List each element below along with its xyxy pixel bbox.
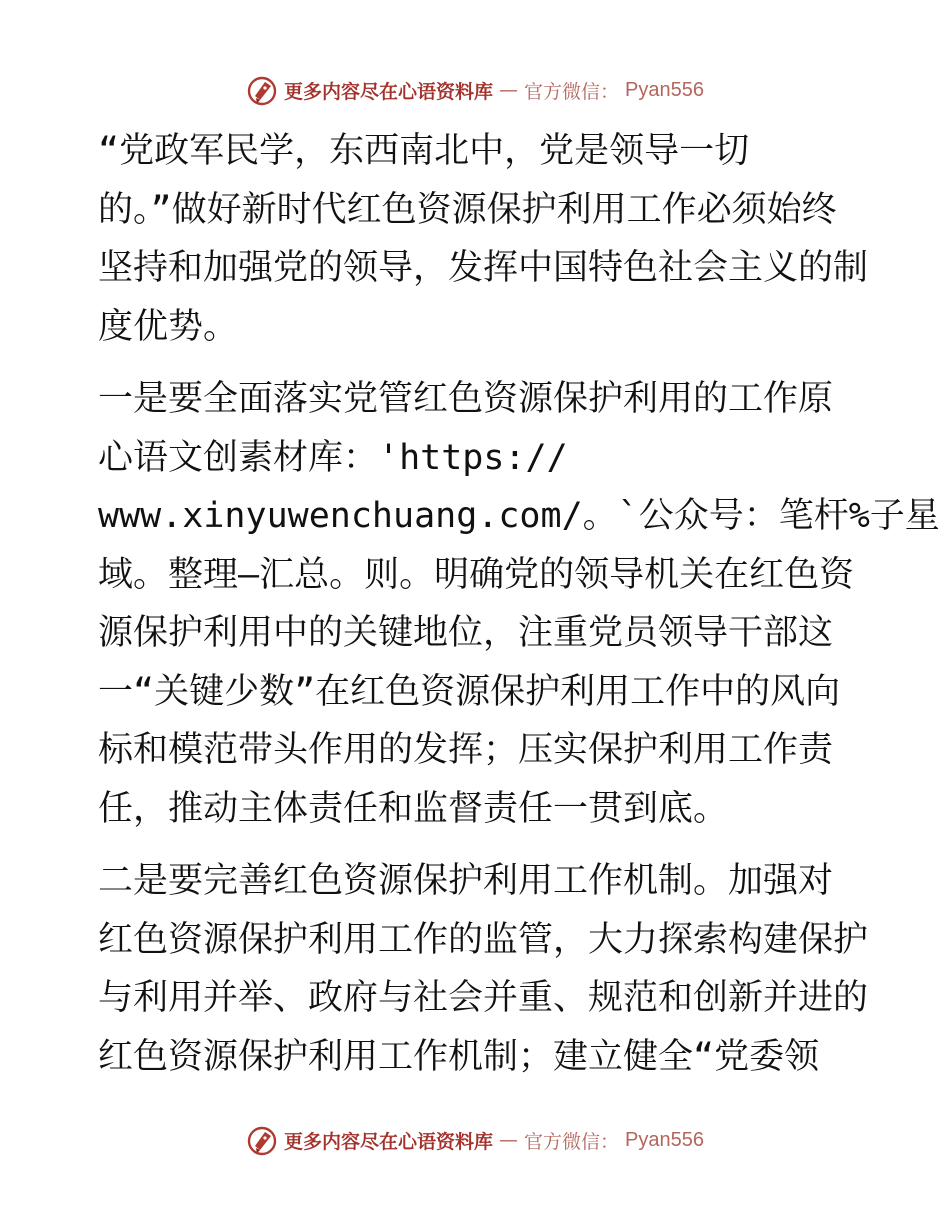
text-line: 红色资源保护利用工作机制；建立健全“党委领 [98, 1036, 820, 1077]
text-line: 二是要完善红色资源保护利用工作机制。加强对 [98, 861, 834, 901]
text-line: 的。”做好新时代红色资源保护利用工作必须始终 [98, 189, 837, 230]
header-separator: — [499, 79, 519, 101]
text-line: 一是要全面落实党管红色资源保护利用的工作原 [98, 379, 834, 419]
header-brand-text: 更多内容尽在心语资料库 [284, 80, 494, 103]
pen-nib-logo-icon [246, 74, 278, 106]
document-body [98, 122, 940, 1086]
footer-brand-text: 更多内容尽在心语资料库 [284, 1130, 494, 1153]
footer-wechat-label: 官方微信： [524, 1130, 620, 1153]
text-line: 与利用并举、政府与社会并重、规范和创新并进的 [98, 978, 869, 1018]
paragraph-3 [98, 852, 869, 1086]
footer-watermark-content [246, 1124, 704, 1156]
header-watermark-content [246, 74, 704, 106]
text-line: “党政军民学，东西南北中，党是领导一切 [98, 131, 750, 171]
text-line: 心语文创素材库：'https:// [98, 437, 568, 478]
text-line: 源保护利用中的关键地位，注重党员领导干部这 [98, 613, 834, 653]
header-watermark [0, 72, 950, 108]
text-line: 一“关键少数”在红色资源保护利用工作中的风向 [98, 671, 841, 712]
footer-separator: — [499, 1129, 519, 1151]
paragraph-1 [98, 122, 869, 356]
text-line: 任，推动主体责任和监督责任一贯到底。 [98, 788, 729, 829]
text-line: 标和模范带头作用的发挥；压实保护利用工作责 [98, 730, 834, 770]
paragraph-2 [98, 370, 940, 838]
text-line: 度优势。 [98, 306, 239, 347]
footer-wechat-id: Pyan556 [625, 1128, 704, 1151]
pen-nib-logo-icon [246, 1124, 278, 1156]
text-line: 域。整理—汇总。则。明确党的领导机关在红色资 [98, 554, 855, 595]
footer-watermark [0, 1122, 950, 1158]
text-line: 红色资源保护利用工作的监管，大力探索构建保护 [98, 919, 869, 960]
header-wechat-label: 官方微信： [524, 80, 620, 103]
header-wechat-id: Pyan556 [625, 78, 704, 101]
text-line: www.xinyuwenchuang.com/。`公众号：笔杆%子星 [98, 496, 940, 536]
text-line: 坚持和加强党的领导，发挥中国特色社会主义的制 [98, 248, 869, 288]
